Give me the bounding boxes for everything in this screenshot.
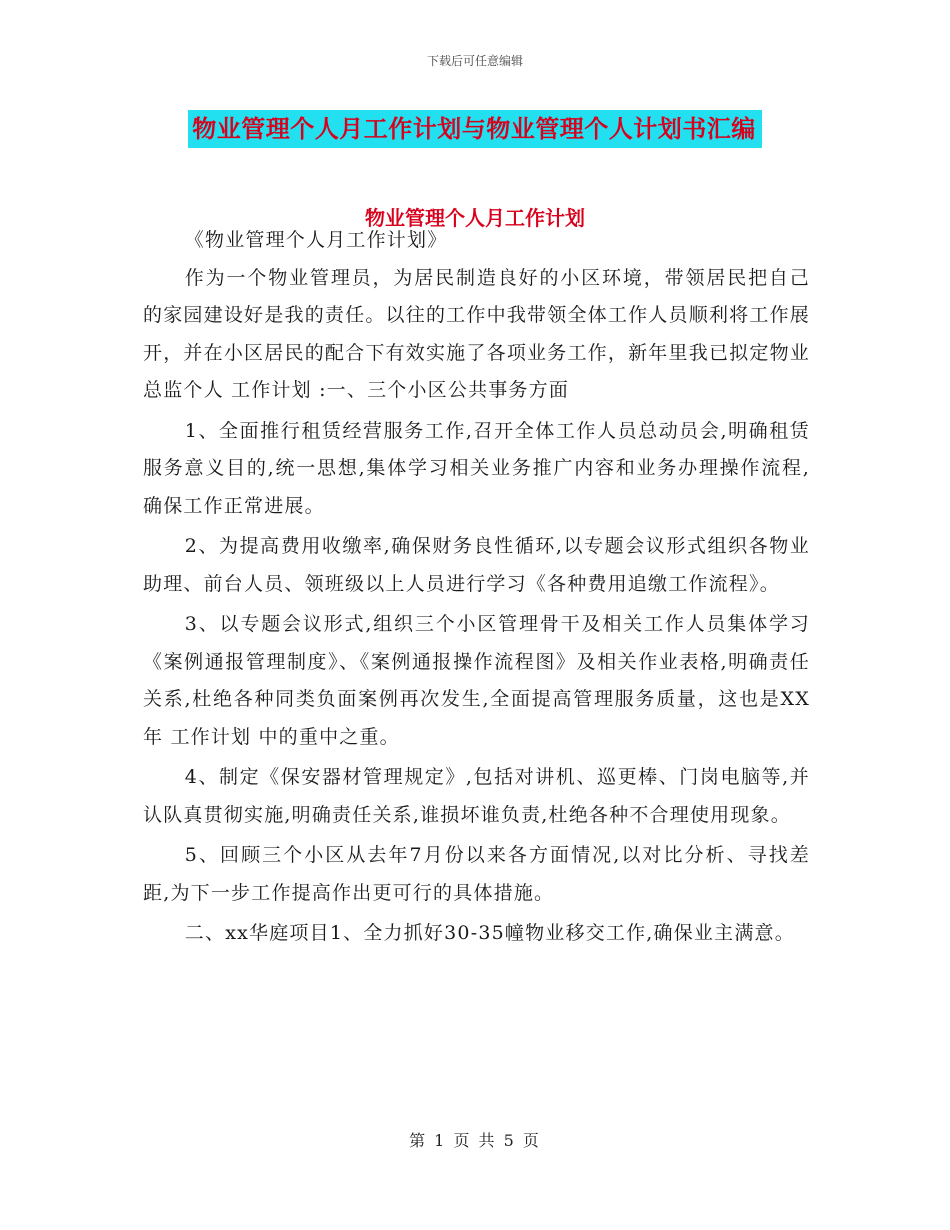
paragraph-item-5: 5、回顾三个小区从去年7月份以来各方面情况,以对比分析、寻找差距,为下一步工作提高作出更可行的具体措施。: [143, 844, 810, 904]
main-title: 物业管理个人月工作计划与物业管理个人计划书汇编: [188, 110, 762, 148]
page-header-note: 下载后可任意编辑: [426, 54, 523, 68]
main-title-container: [0, 110, 950, 148]
paragraph-item-1: 1、全面推行租赁经营服务工作,召开全体工作人员总动员会,明确租赁服务意义目的,统一思想,集体学习相关业务推广内容和业务办理操作流程,确保工作正常进展。: [143, 419, 810, 517]
document-body: [143, 222, 810, 953]
paragraph-intro: 作为一个物业管理员，为居民制造良好的小区环境，带领居民把自己的家园建设好是我的责任。以往的工作中我带领全体工作人员顺利将工作展开，并在小区居民的配合下有效实施了各项业务工作，新年里我已拟定物业总监个人 工作计划 :一、三个小区公共事务方面: [143, 266, 810, 401]
paragraph-doc-name: 《物业管理个人月工作计划》: [184, 229, 448, 251]
paragraph-item-4: 4、制定《保安器材管理规定》,包括对讲机、巡更棒、门岗电脑等,并认队真贯彻实施,明确责任关系,谁损坏谁负责,杜绝各种不合理使用现象。: [143, 766, 810, 826]
page-number: 第 1 页 共 5 页: [409, 1131, 541, 1150]
paragraph-item-2: 2、为提高费用收缴率,确保财务良性循环,以专题会议形式组织各物业助理、前台人员、领班级以上人员进行学习《各种费用追缴工作流程》。: [143, 535, 810, 595]
paragraph-section-2: 二、xx华庭项目1、全力抓好30-35幢物业移交工作,确保业主满意。: [184, 922, 795, 944]
section-title: 物业管理个人月工作计划: [365, 206, 585, 230]
paragraph-item-3: 3、以专题会议形式,组织三个小区管理骨干及相关工作人员集体学习《案例通报管理制度》、《案例通报操作流程图》及相关作业表格,明确责任关系,杜绝各种同类负面案例再次发生,全面提高管理服务质量，这也是XX年 工作计划 中的重中之重。: [143, 613, 810, 748]
